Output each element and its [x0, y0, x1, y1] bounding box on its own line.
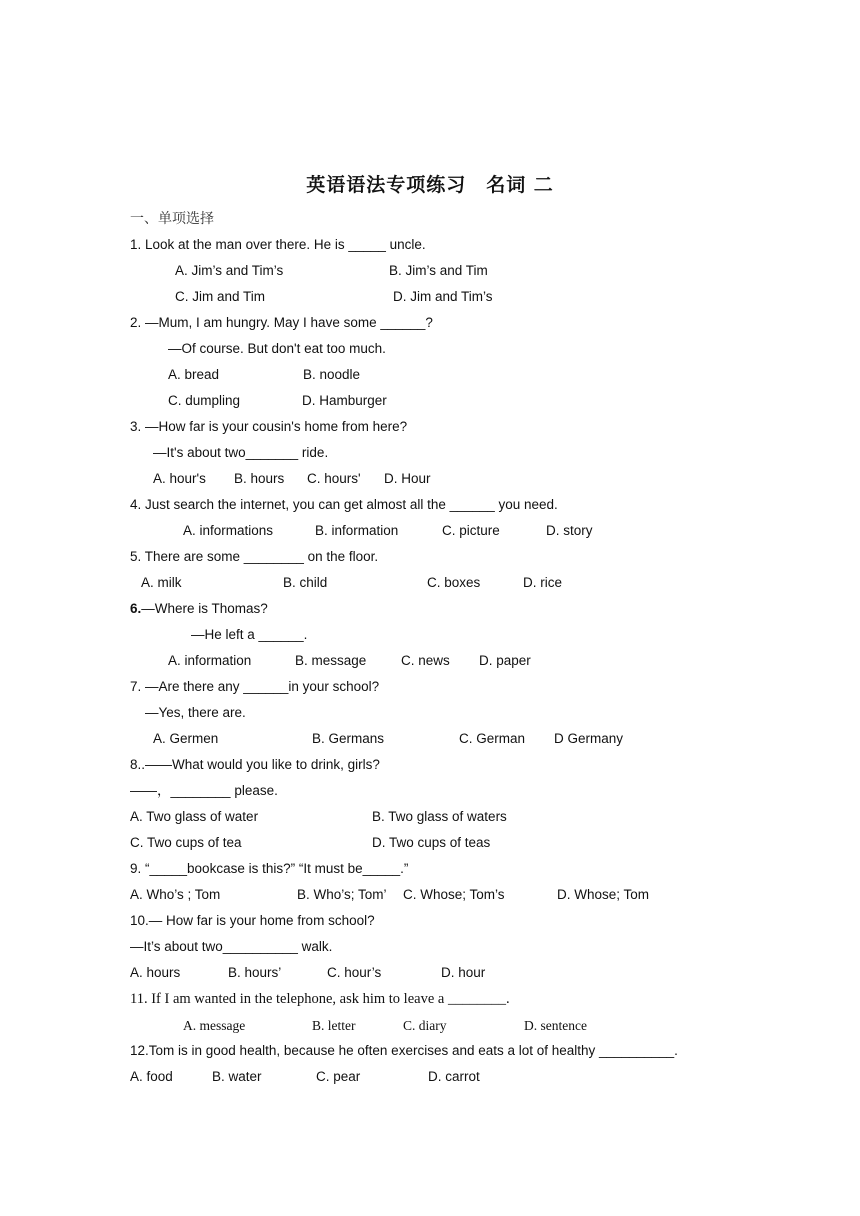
- question-6-stem: —Where is Thomas?: [141, 601, 268, 616]
- section-heading: 一、单项选择: [130, 211, 214, 227]
- question-6-option-a: A. information: [168, 653, 252, 668]
- question-5-option-c: C. boxes: [427, 575, 481, 590]
- question-11-option-d: D. sentence: [524, 1018, 587, 1033]
- question-12-stem: 12.Tom is in good health, because he often exercises and eats a lot of healthy __________.: [130, 1043, 678, 1058]
- question-11-option-c: C. diary: [403, 1018, 447, 1033]
- question-1-stem: 1. Look at the man over there. He is _____ uncle.: [130, 237, 426, 252]
- page-title: 英语语法专项练习 名词 二: [306, 174, 554, 196]
- question-7-option-d: D Germany: [554, 731, 624, 746]
- question-6-option-b: B. message: [295, 653, 367, 668]
- question-9-option-c: C. Whose; Tom’s: [403, 887, 505, 902]
- question-9-stem: 9. “_____bookcase is this?” “It must be_____.”: [130, 861, 409, 876]
- question-10-option-a: A. hours: [130, 965, 181, 980]
- question-7-option-a: A. Germen: [153, 731, 219, 746]
- question-11-stem: 11. If I am wanted in the telephone, ask him to leave a ________.: [130, 991, 510, 1007]
- question-12-option-d: D. carrot: [428, 1069, 480, 1084]
- question-9-option-a: A. Who’s ; Tom: [130, 887, 221, 902]
- question-6-number: 6.: [130, 601, 142, 616]
- question-9-option-b: B. Who’s; Tom’: [297, 887, 387, 902]
- question-3-reply: —It's about two_______ ride.: [153, 445, 329, 460]
- question-5-stem: 5. There are some ________ on the floor.: [130, 549, 379, 564]
- question-9-option-d: D. Whose; Tom: [557, 887, 650, 902]
- question-12-option-b: B. water: [212, 1069, 262, 1084]
- question-1-option-d: D. Jim and Tim’s: [393, 289, 493, 304]
- question-2-stem: 2. —Mum, I am hungry. May I have some ______?: [130, 315, 433, 330]
- question-3-option-d: D. Hour: [384, 471, 431, 486]
- question-10-stem: 10.— How far is your home from school?: [130, 913, 375, 928]
- question-2-option-b: B. noodle: [303, 367, 361, 382]
- question-2-option-a: A. bread: [168, 367, 220, 382]
- question-1-option-b: B. Jim’s and Tim: [389, 263, 488, 278]
- question-4-option-c: C. picture: [442, 523, 500, 538]
- question-5-option-d: D. rice: [523, 575, 563, 590]
- question-4-option-d: D. story: [546, 523, 593, 538]
- question-8-option-b: B. Two glass of waters: [372, 809, 507, 824]
- question-4-option-a: A. informations: [183, 523, 274, 538]
- question-6-reply: —He left a ______.: [191, 627, 308, 642]
- question-4-stem: 4. Just search the internet, you can get almost all the ______ you need.: [130, 497, 558, 512]
- question-11-option-b: B. letter: [312, 1018, 356, 1033]
- question-12-option-a: A. food: [130, 1069, 173, 1084]
- question-2-reply: —Of course. But don't eat too much.: [168, 341, 386, 356]
- question-10-reply: —It’s about two__________ walk.: [130, 939, 333, 954]
- question-3-option-a: A. hour's: [153, 471, 206, 486]
- question-7-stem: 7. —Are there any ______in your school?: [130, 679, 380, 694]
- question-6-option-c: C. news: [401, 653, 450, 668]
- question-7-reply: —Yes, there are.: [145, 705, 246, 720]
- question-5-option-b: B. child: [283, 575, 328, 590]
- question-10-option-b: B. hours’: [228, 965, 282, 980]
- question-6-option-d: D. paper: [479, 653, 531, 668]
- question-12-option-c: C. pear: [316, 1069, 361, 1084]
- question-5-option-a: A. milk: [141, 575, 182, 590]
- question-8-stem: 8..——What would you like to drink, girls?: [130, 757, 380, 772]
- question-8-option-a: A. Two glass of water: [130, 809, 259, 824]
- question-8-option-c: C. Two cups of tea: [130, 835, 242, 850]
- question-7-option-c: C. German: [459, 731, 526, 746]
- question-7-option-b: B. Germans: [312, 731, 385, 746]
- question-8-reply: ——，________ please.: [130, 783, 278, 798]
- question-10-option-c: C. hour’s: [327, 965, 382, 980]
- question-3-option-c: C. hours': [307, 471, 361, 486]
- question-8-option-d: D. Two cups of teas: [372, 835, 491, 850]
- question-1-option-a: A. Jim’s and Tim’s: [175, 263, 284, 278]
- question-6-stem-line: [130, 599, 268, 619]
- question-10-option-d: D. hour: [441, 965, 486, 980]
- question-3-option-b: B. hours: [234, 471, 285, 486]
- question-11-option-a: A. message: [183, 1018, 246, 1033]
- question-2-option-c: C. dumpling: [168, 393, 241, 408]
- question-3-stem: 3. —How far is your cousin's home from here?: [130, 419, 408, 434]
- question-4-option-b: B. information: [315, 523, 399, 538]
- question-1-option-c: C. Jim and Tim: [175, 289, 266, 304]
- question-2-option-d: D. Hamburger: [302, 393, 387, 408]
